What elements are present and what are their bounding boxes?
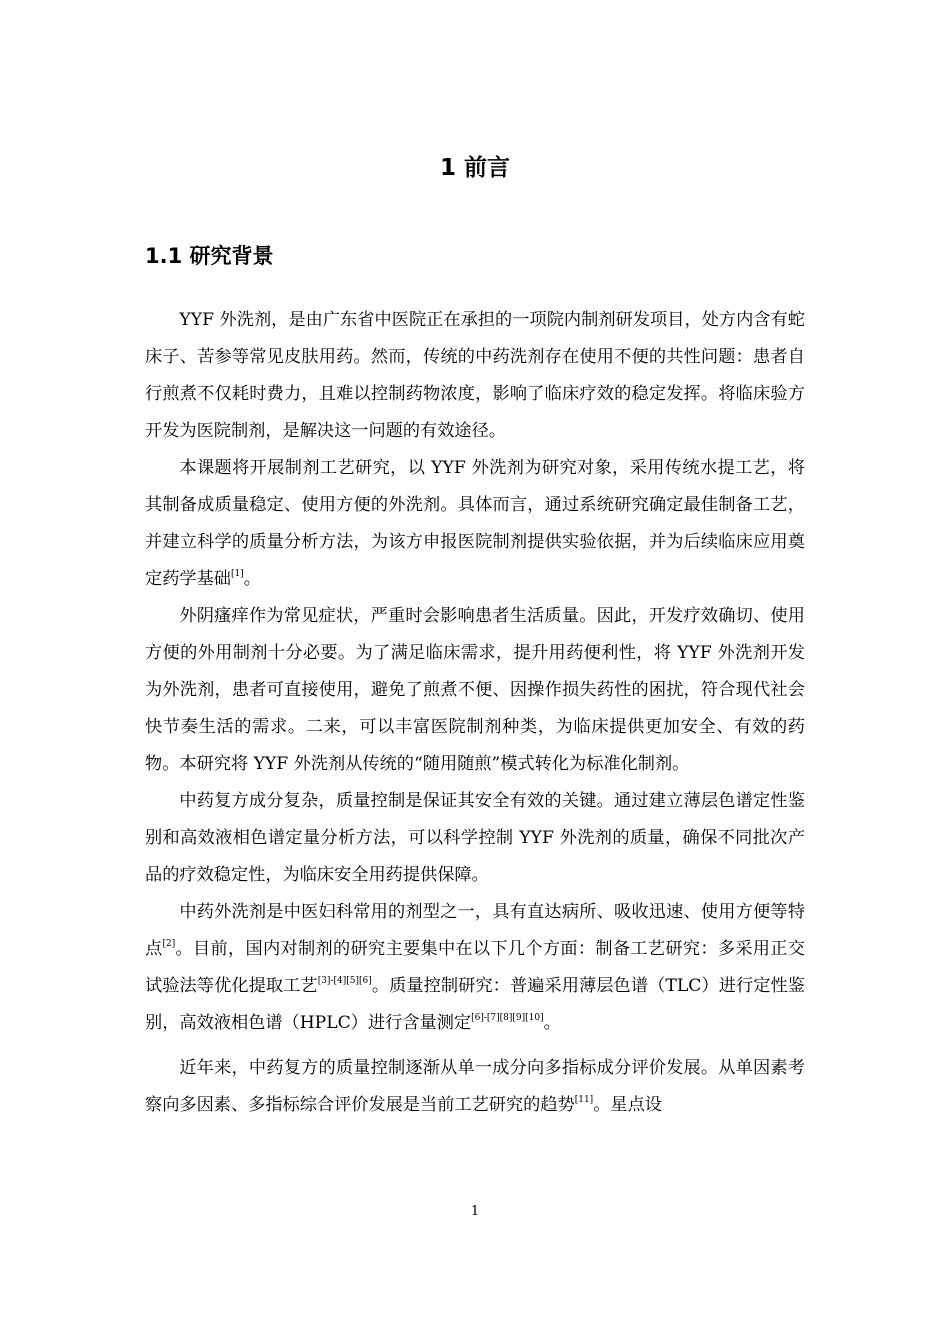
paragraph-1 xyxy=(145,302,805,450)
paragraph-4 xyxy=(145,783,805,894)
text-run: YYF 外洗剂，是由广东省中医院正在承担的一项院内制剂研发项目，处方内含有蛇床子、苦参等常见皮肤用药。然而，传统的中药洗剂存在使用不便的共性问题：患者自行煎煮不仅耗时费力，且难以控制药物浓度，影响了临床疗效的稳定发挥。将临床验方开发为医院制剂，是解决这一问题的有效途径。 xyxy=(145,310,805,441)
citation[interactable]: [2] xyxy=(162,939,176,949)
text-run: 中药外洗剂是中医妇科常用的剂型之一，具有直达病所、吸收迅速、使用方便等特点 xyxy=(145,902,805,959)
page-number: 1 xyxy=(470,1204,480,1219)
paragraph-2 xyxy=(145,450,805,598)
paragraph-3 xyxy=(145,598,805,783)
citation[interactable]: [11] xyxy=(574,1095,594,1105)
citation[interactable]: [6]-[7][8][9][10] xyxy=(471,1013,544,1023)
chapter-title: 1 前言 xyxy=(439,155,510,181)
text-run: 近年来，中药复方的质量控制逐渐从单一成分向多指标成分评价发展。从单因素考察向多因素、多指标综合评价发展是当前工艺研究的趋势 xyxy=(145,1058,805,1115)
text-run: 本课题将开展制剂工艺研究，以 YYF 外洗剂为研究对象，采用传统水提工艺，将其制备成质量稳定、使用方便的外洗剂。具体而言，通过系统研究确定最佳制备工艺，并建立科学的质量分析方法，为该方申报医院制剂提供实验依据，并为后续临床应用奠定药学基础 xyxy=(145,458,805,589)
citation[interactable]: [1] xyxy=(230,569,244,579)
paragraph-6 xyxy=(145,1050,805,1124)
citation[interactable]: [3]-[4][5][6] xyxy=(317,976,372,986)
text-run: 。 xyxy=(243,569,261,589)
text-run: 。星点设 xyxy=(593,1095,662,1115)
body-text xyxy=(145,302,805,1124)
text-run: 外阴瘙痒作为常见症状，严重时会影响患者生活质量。因此，开发疗效确切、使用方便的外用制剂十分必要。为了满足临床需求，提升用药便利性，将 YYF 外洗剂开发为外洗剂，患者可直接使用，避免了煎煮不便、因操作损失药性的困扰，符合现代社会快节奏生活的需求。二来，可以丰富医院制剂种类，为临床提供更加安全、有效的药物。本研究将 YYF 外洗剂从传统的“随用随煎”模式转化为标准化制剂。 xyxy=(145,606,805,774)
text-run: 中药复方成分复杂，质量控制是保证其安全有效的关键。通过建立薄层色谱定性鉴别和高效液相色谱定量分析方法，可以科学控制 YYF 外洗剂的质量，确保不同批次产品的疗效稳定性，为临床安全用药提供保障。 xyxy=(145,791,805,885)
paragraph-5 xyxy=(145,894,805,1042)
section-title: 1.1 研究背景 xyxy=(145,244,274,268)
text-run: 。质量控制研究：普遍采用薄层色谱（TLC）进行定性鉴别，高效液相色谱（HPLC）进行含量测定 xyxy=(145,976,805,1033)
text-run: 。 xyxy=(543,1013,561,1033)
text-run: 。目前，国内对制剂的研究主要集中在以下几个方面：制备工艺研究：多采用正交试验法等优化提取工艺 xyxy=(145,939,805,996)
